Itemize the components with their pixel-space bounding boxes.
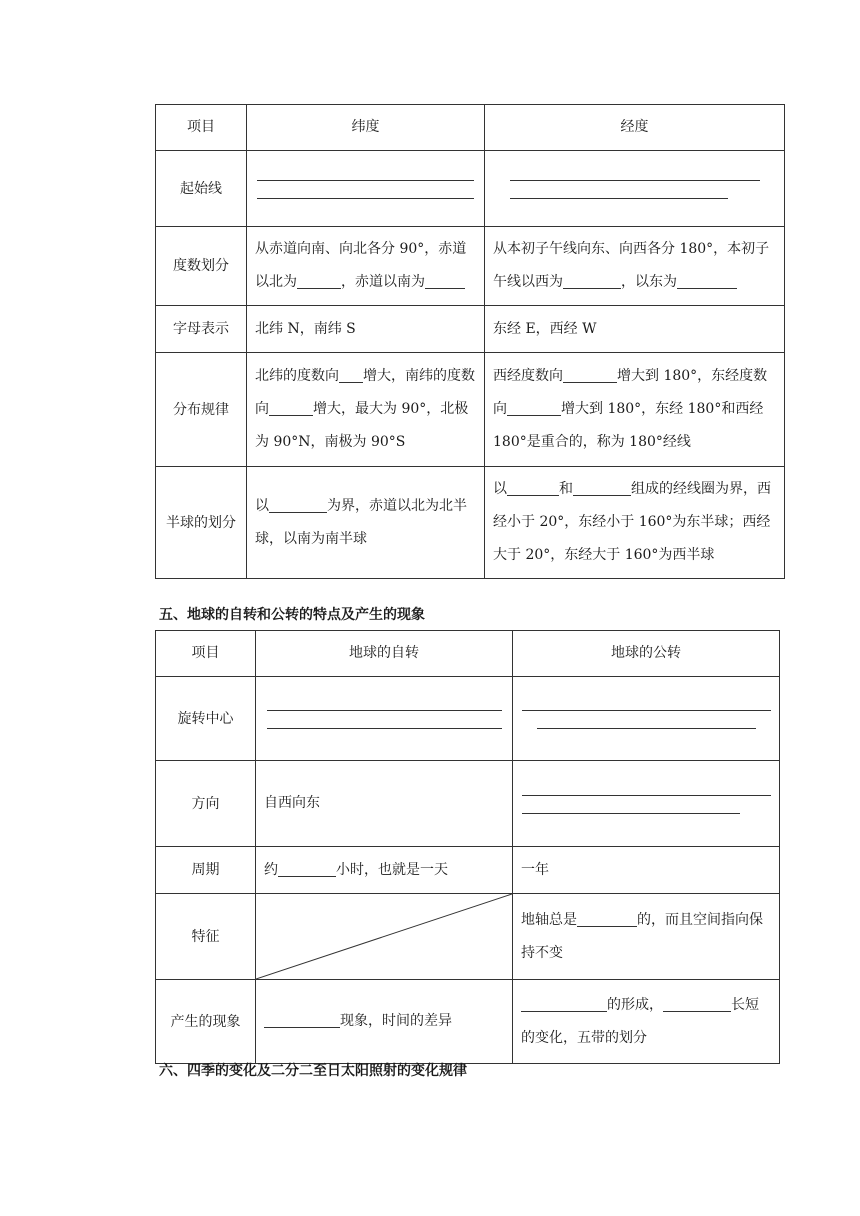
- latitude-start-line-blank: [247, 151, 485, 227]
- longitude-letters: 东经 E，西经 W: [485, 306, 785, 353]
- answer-blank: [507, 401, 561, 416]
- header-rotation: 地球的自转: [256, 631, 513, 677]
- answer-blank: [563, 368, 617, 383]
- revolution-phenomena: 的形成， 长短的变化，五带的划分: [513, 980, 780, 1064]
- header-latitude: 纬度: [247, 105, 485, 151]
- section-5-title: 五、地球的自转和公转的特点及产生的现象: [159, 607, 425, 623]
- latitude-letters: 北纬 N，南纬 S: [247, 306, 485, 353]
- answer-blank-line: [522, 795, 771, 796]
- answer-blank: [521, 997, 607, 1012]
- answer-blank: [573, 481, 631, 496]
- answer-blank: [269, 498, 327, 513]
- answer-blank-line: [522, 710, 771, 711]
- header-longitude: 经度: [485, 105, 785, 151]
- row-label-start-line: 起始线: [156, 151, 247, 227]
- rotation-direction: 自西向东: [256, 761, 513, 847]
- revolution-period: 一年: [513, 847, 780, 894]
- latitude-hemisphere: 以 为界，赤道以北为北半球，以南为南半球: [247, 467, 485, 579]
- header-item: 项目: [156, 105, 247, 151]
- answer-blank: [507, 481, 559, 496]
- latitude-distribution: 北纬的度数向 增大，南纬的度数向 增大，最大为 90°，北极为 90°N，南极为 90°S: [247, 353, 485, 467]
- revolution-center-blank: [513, 677, 780, 761]
- answer-blank-line: [267, 710, 502, 711]
- answer-blank-line: [257, 180, 474, 181]
- rotation-revolution-table: [155, 630, 780, 1064]
- rotation-center-blank: [256, 677, 513, 761]
- longitude-degree-division: 从本初子午线向东、向西各分 180°，本初子午线以西为 ，以东为: [485, 227, 785, 306]
- rotation-phenomena: 现象，时间的差异: [256, 980, 513, 1064]
- answer-blank: [663, 997, 731, 1012]
- header-item: 项目: [156, 631, 256, 677]
- latitude-longitude-table: [155, 104, 785, 579]
- answer-blank: [269, 401, 313, 416]
- answer-blank: [297, 274, 341, 289]
- answer-blank-line: [510, 180, 760, 181]
- rotation-feature-empty-diagonal: [256, 894, 513, 980]
- row-label-letters: 字母表示: [156, 306, 247, 353]
- latitude-degree-division: 从赤道向南、向北各分 90°，赤道以北为 ，赤道以南为: [247, 227, 485, 306]
- section-6-title: 六、四季的变化及二分二至日太阳照射的变化规律: [159, 1063, 467, 1079]
- answer-blank-line: [510, 198, 728, 199]
- answer-blank-line: [257, 198, 474, 199]
- row-label-hemisphere: 半球的划分: [156, 467, 247, 579]
- answer-blank: [425, 274, 465, 289]
- row-label-center: 旋转中心: [156, 677, 256, 761]
- answer-blank-line: [522, 813, 740, 814]
- answer-blank: [577, 912, 637, 927]
- answer-blank: [278, 862, 336, 877]
- row-label-distribution: 分布规律: [156, 353, 247, 467]
- row-label-degree-division: 度数划分: [156, 227, 247, 306]
- answer-blank: [677, 274, 737, 289]
- longitude-distribution: 西经度数向 增大到 180°，东经度数向 增大到 180°，东经 180°和西经 180°是重合的，称为 180°经线: [485, 353, 785, 467]
- answer-blank: [339, 368, 363, 383]
- row-label-period: 周期: [156, 847, 256, 894]
- longitude-hemisphere: 以 和 组成的经线圈为界，西经小于 20°，东经小于 160°为东半球；西经大于 20°，东经大于 160°为西半球: [485, 467, 785, 579]
- row-label-direction: 方向: [156, 761, 256, 847]
- answer-blank: [264, 1013, 340, 1028]
- rotation-period: 约 小时，也就是一天: [256, 847, 513, 894]
- row-label-feature: 特征: [156, 894, 256, 980]
- longitude-start-line-blank: [485, 151, 785, 227]
- answer-blank-line: [267, 728, 502, 729]
- revolution-direction-blank: [513, 761, 780, 847]
- row-label-phenomena: 产生的现象: [156, 980, 256, 1064]
- header-revolution: 地球的公转: [513, 631, 780, 677]
- diagonal-line: [256, 894, 512, 979]
- answer-blank: [563, 274, 621, 289]
- revolution-feature: 地轴总是 的，而且空间指向保持不变: [513, 894, 780, 980]
- answer-blank-line: [537, 728, 756, 729]
